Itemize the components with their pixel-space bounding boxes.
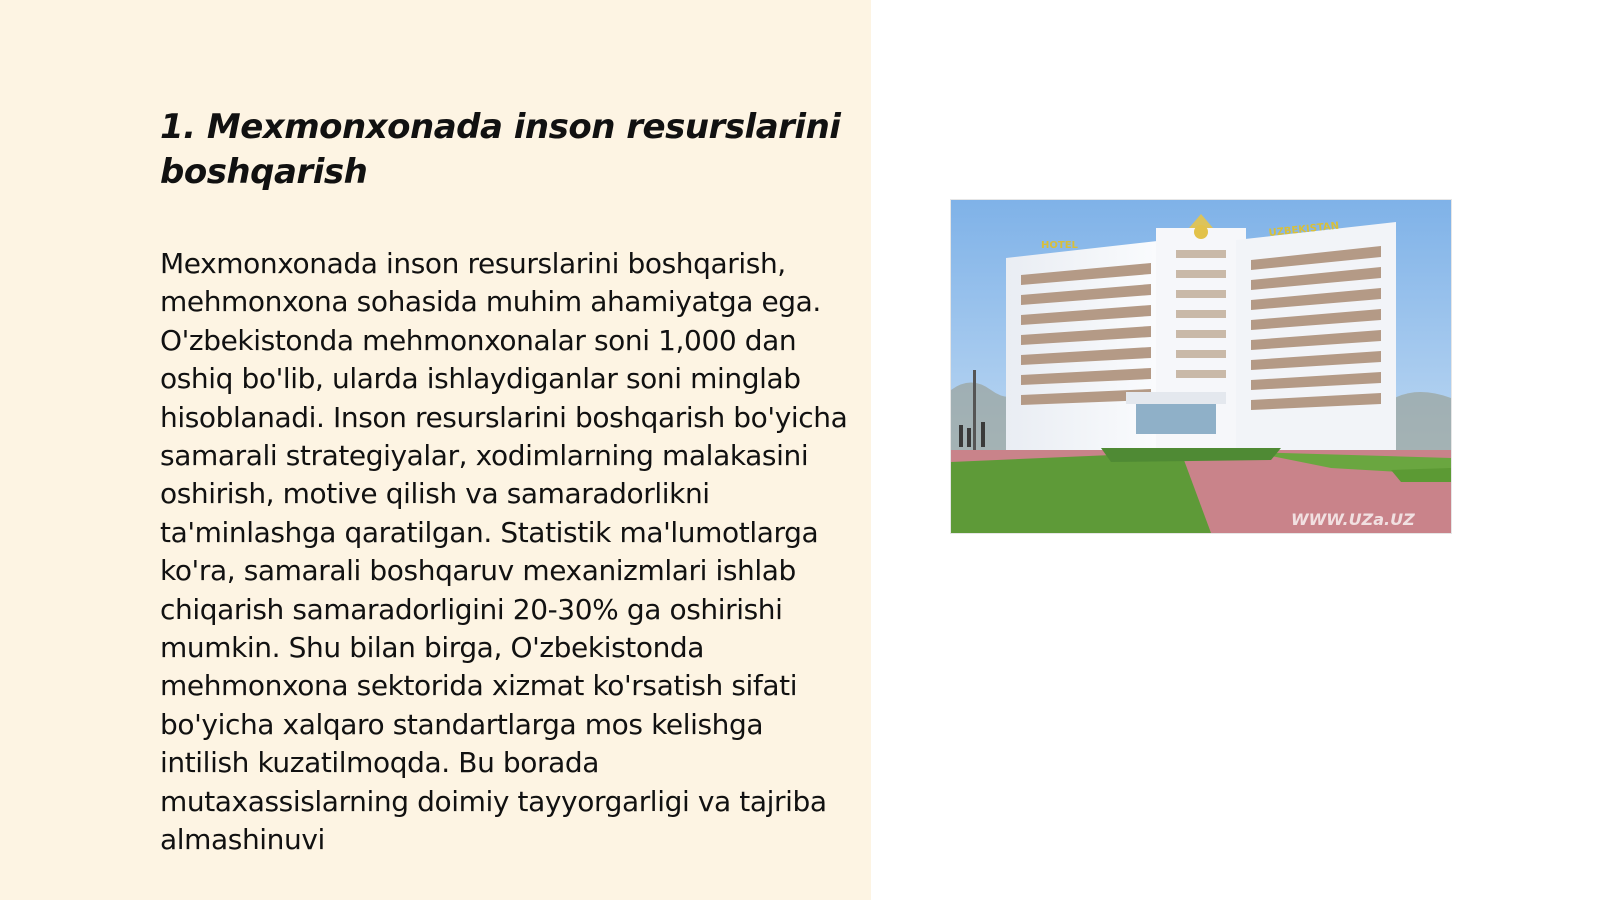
photo-watermark: WWW.UZa.UZ [1291,510,1415,529]
hotel-sign-left: HOTEL [1041,240,1078,251]
slide-title: 1. Mexmonxonada inson resurslarini boshqarish [160,107,841,192]
hotel-sign-right: UZBEKISTAN [1268,220,1340,239]
hotel-building-photo [950,199,1452,534]
slide-body-text: Mexmonxonada inson resurslarini boshqarish, mehmonxona sohasida muhim ahamiyatga ega. O'zbekistonda mehmonxonalar soni 1,000 dan oshiq bo'lib, ularda ishlaydiganlar soni minglab hisoblanadi. Inson resurslarini boshqarish bo'yicha samarali strategiyalar, xodimlarning malakasini oshirish, motive qilish va samaradorlikni ta'minlashga qaratilgan. Statistik ma'lumotlarga ko'ra, samarali boshqaruv mexanizmlari ishlab chiqarish samaradorligini 20-30% ga oshirishi mumkin. Shu bilan birga, O'zbekistonda mehmonxona sektorida xizmat ko'rsatish sifati bo'yicha xalqaro standartlarga mos kelishga intilish kuzatilmoqda. Bu borada mutaxassislarning doimiy tayyorgarligi va tajriba almashinuvi [160,247,848,857]
